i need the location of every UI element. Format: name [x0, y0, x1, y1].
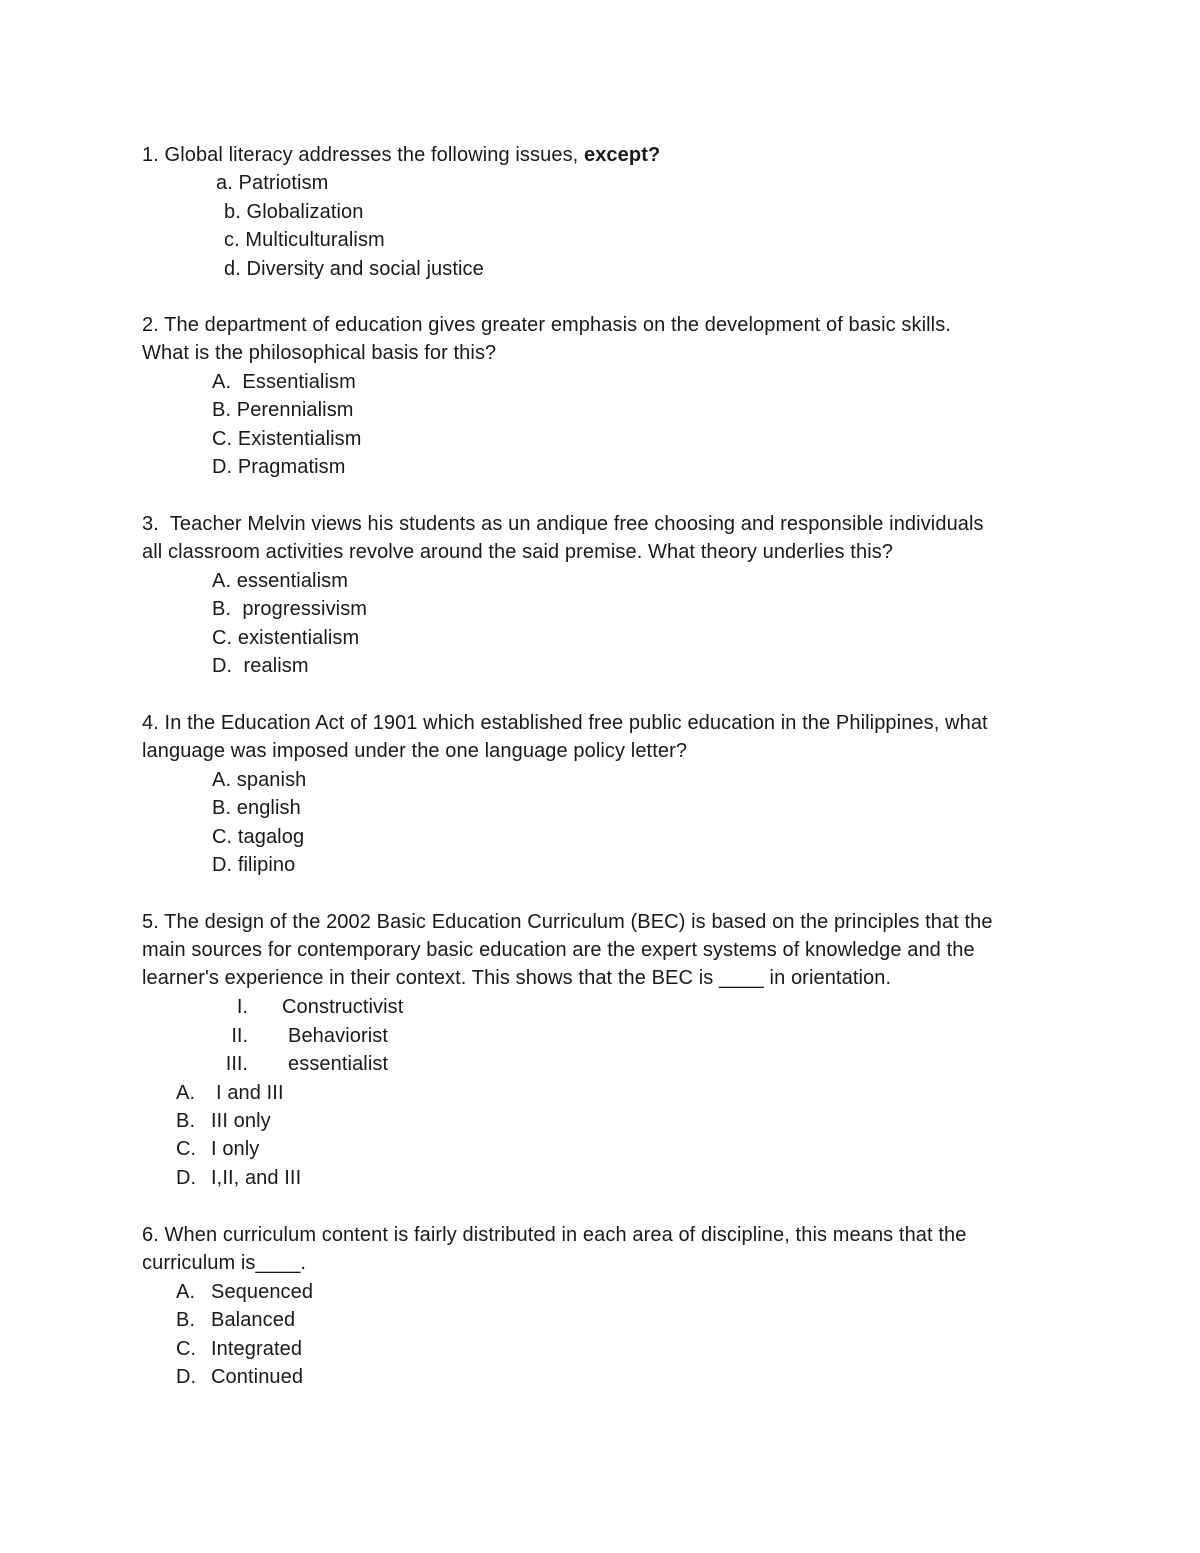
question-4-choice-c: C. tagalog: [212, 826, 305, 848]
question-6-choice-a-letter: A.: [176, 1281, 196, 1303]
question-6-stem-line-1: 6. When curriculum content is fairly distributed in each area of discipline, this means that the: [142, 1224, 967, 1246]
question-6-choice-d-text: Continued: [211, 1366, 304, 1388]
question-3-choice-b: B. progressivism: [212, 598, 368, 620]
question-2-stem-line-1: 2. The department of education gives greater emphasis on the development of basic skills.: [142, 314, 951, 336]
question-6-choice-b-letter: B.: [176, 1309, 196, 1331]
question-5-choice-c-letter: C.: [176, 1138, 197, 1160]
question-5-stem-line-1: 5. The design of the 2002 Basic Education Curriculum (BEC) is based on the principles that the: [142, 911, 993, 933]
question-5-choice-c-text: I only: [211, 1138, 260, 1160]
question-5-choice-a-text: I and III: [216, 1082, 284, 1104]
question-1-choice-d: d. Diversity and social justice: [224, 258, 484, 280]
question-3-stem-line-1: 3. Teacher Melvin views his students as un andique free choosing and responsible individuals: [142, 513, 984, 535]
question-6-stem-line-2: curriculum is____.: [142, 1252, 307, 1274]
question-5-roman-num-3: III.: [225, 1053, 248, 1075]
question-5-choice-b-text: III only: [211, 1110, 271, 1132]
question-4-choice-b: B. english: [212, 797, 301, 819]
question-5-roman-text-1: Constructivist: [282, 996, 404, 1018]
question-5-stem-line-3: learner's experience in their context. This shows that the BEC is ____ in orientation.: [142, 967, 892, 989]
question-1-emphasis: except?: [583, 144, 661, 166]
question-2-choice-c: C. Existentialism: [212, 428, 362, 450]
question-1-choice-b: b. Globalization: [224, 201, 364, 223]
question-5-stem-line-2: main sources for contemporary basic education are the expert systems of knowledge and the: [142, 939, 975, 961]
question-4-choice-d: D. filipino: [212, 854, 296, 876]
question-5-choice-b-letter: B.: [176, 1110, 196, 1132]
question-3-choice-a: A. essentialism: [212, 570, 348, 592]
question-6-choice-d-letter: D.: [176, 1366, 197, 1388]
question-4-stem-line-1: 4. In the Education Act of 1901 which established free public education in the Philippines, what: [142, 712, 988, 734]
question-5-roman-num-2: II.: [231, 1025, 248, 1047]
question-3-choice-c: C. existentialism: [212, 627, 360, 649]
question-6-choice-c-text: Integrated: [211, 1338, 303, 1360]
question-5-roman-text-3: essentialist: [288, 1053, 389, 1075]
question-3-stem-line-2: all classroom activities revolve around the said premise. What theory underlies this?: [142, 541, 894, 563]
question-5-choice-a-letter: A.: [176, 1082, 196, 1104]
question-2-choice-b: B. Perennialism: [212, 399, 354, 421]
question-6-choice-c-letter: C.: [176, 1338, 197, 1360]
question-1-choice-c: c. Multiculturalism: [224, 229, 385, 251]
question-1-choice-a: a. Patriotism: [216, 172, 329, 194]
question-5-choice-d-text: I,II, and III: [211, 1167, 302, 1189]
question-1-stem: [142, 141, 660, 169]
question-2-choice-a: A. Essentialism: [212, 371, 356, 393]
question-6-choice-a-text: Sequenced: [211, 1281, 314, 1303]
question-4-stem-line-2: language was imposed under the one language policy letter?: [142, 740, 688, 762]
question-5-roman-num-1: I.: [236, 996, 248, 1018]
question-2-choice-d: D. Pragmatism: [212, 456, 346, 478]
question-4-choice-a: A. spanish: [212, 769, 307, 791]
question-1-stem-text: 1. Global literacy addresses the following issues,: [142, 144, 584, 166]
question-2-stem-line-2: What is the philosophical basis for this?: [142, 342, 497, 364]
question-5-choice-d-letter: D.: [176, 1167, 197, 1189]
question-6-choice-b-text: Balanced: [211, 1309, 296, 1331]
question-3-choice-d: D. realism: [212, 655, 309, 677]
question-5-roman-text-2: Behaviorist: [288, 1025, 389, 1047]
